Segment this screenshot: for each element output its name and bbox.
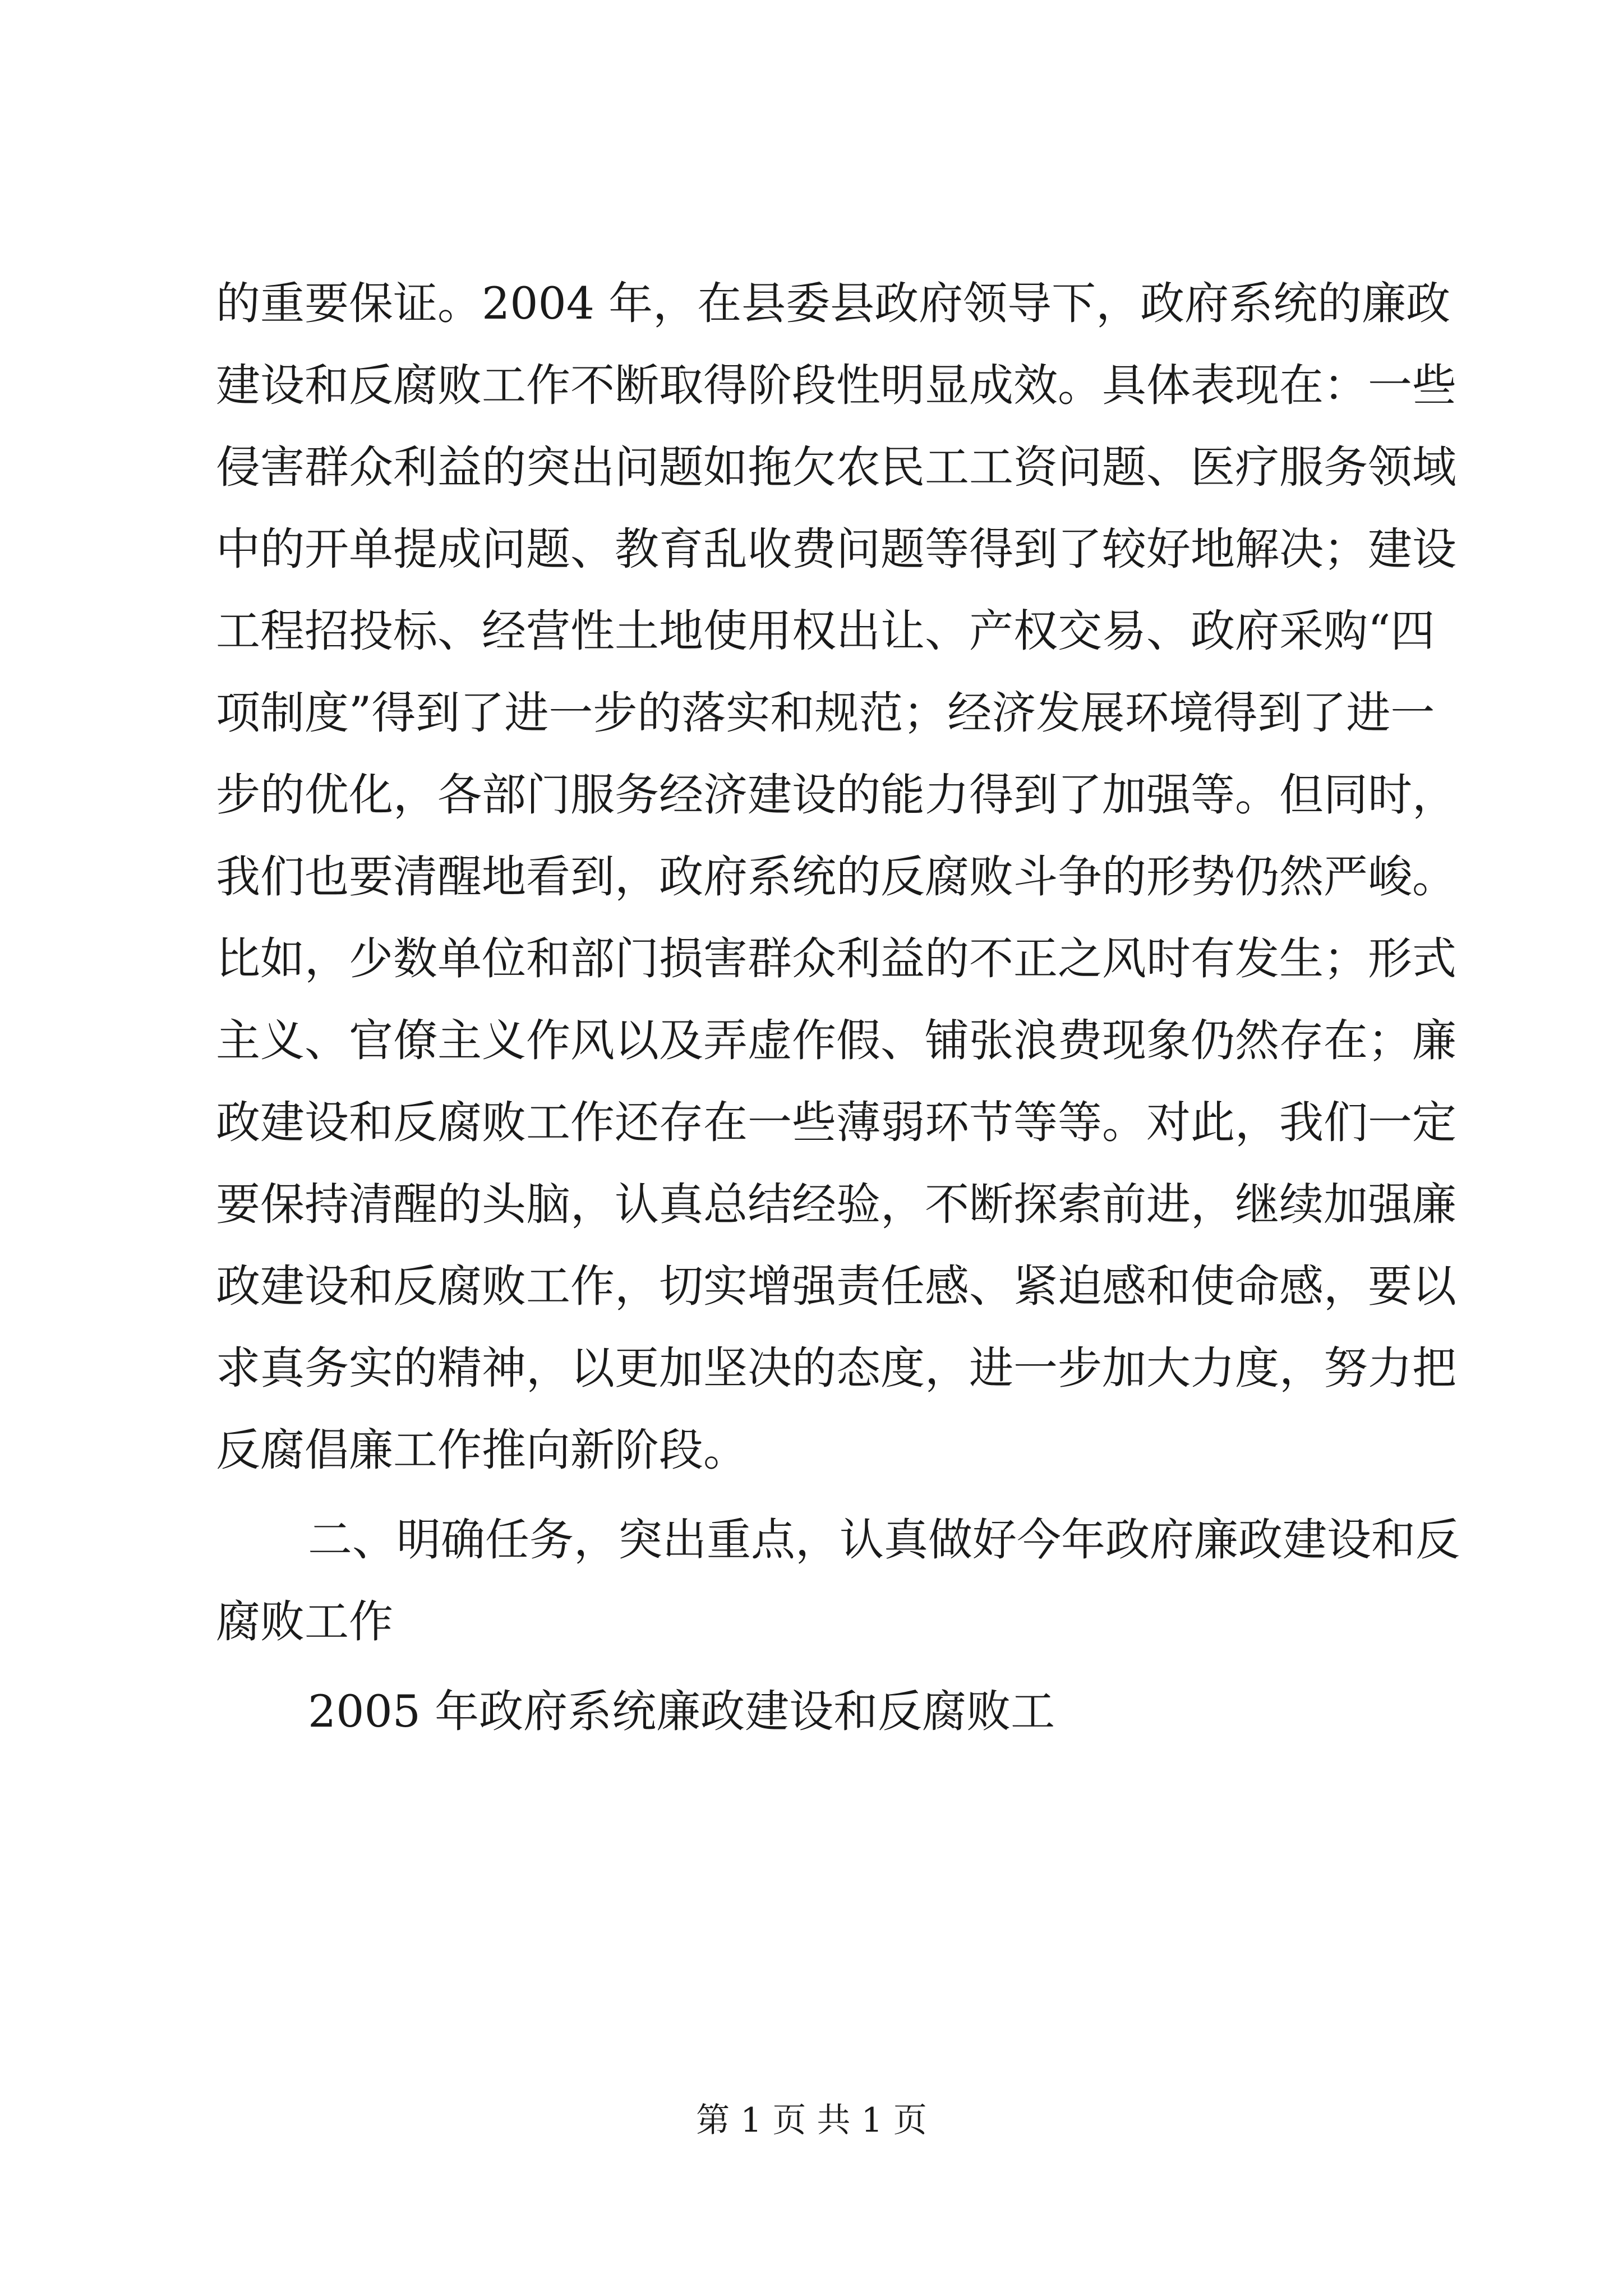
paragraph-continued <box>216 263 1456 1491</box>
text-line: 政建设和反腐败工作还存在一些薄弱环节等等。对此，我们一定 <box>216 1097 1456 1148</box>
text-line: 政建设和反腐败工作，切实增强责任感、紧迫感和使命感，要以 <box>216 1260 1456 1312</box>
text-line: 求真务实的精神，以更加坚决的态度，进一步加大力度，努力把 <box>216 1342 1456 1394</box>
page-indicator: 第 1 页 共 1 页 <box>696 2101 927 2140</box>
heading-line: 二、明确任务，突出重点，认真做好今年政府廉政建设和反 <box>308 1514 1460 1566</box>
page-footer <box>0 2098 1623 2143</box>
text-line: 的重要保证。2004 年，在县委县政府领导下，政府系统的廉政 <box>216 278 1451 329</box>
document-body <box>216 263 1460 1752</box>
text-line: 反腐倡廉工作推向新阶段。 <box>216 1424 748 1476</box>
subheading: 2005 年政府系统廉政建设和反腐败工 <box>308 1686 1055 1737</box>
section-heading <box>216 1499 1460 1663</box>
text-line: 建设和反腐败工作不断取得阶段性明显成效。具体表现在：一些 <box>216 360 1456 411</box>
text-line: 主义、官僚主义作风以及弄虚作假、铺张浪费现象仍然存在；廉 <box>216 1015 1456 1066</box>
text-line: 步的优化，各部门服务经济建设的能力得到了加强等。但同时， <box>216 769 1456 821</box>
text-line: 我们也要清醒地看到，政府系统的反腐败斗争的形势仍然严峻。 <box>216 851 1456 903</box>
text-line: 项制度”得到了进一步的落实和规范；经济发展环境得到了进一 <box>216 687 1435 739</box>
text-line: 工程招投标、经营性土地使用权出让、产权交易、政府采购“四 <box>216 605 1435 657</box>
heading-line: 腐败工作 <box>216 1596 393 1648</box>
text-line: 中的开单提成问题、教育乱收费问题等得到了较好地解决；建设 <box>216 523 1456 575</box>
text-line: 比如，少数单位和部门损害群众利益的不正之风时有发生；形式 <box>216 933 1456 984</box>
text-line: 侵害群众利益的突出问题如拖欠农民工工资问题、医疗服务领域 <box>216 441 1456 493</box>
text-line: 要保持清醒的头脑，认真总结经验，不断探索前进，继续加强廉 <box>216 1179 1456 1230</box>
